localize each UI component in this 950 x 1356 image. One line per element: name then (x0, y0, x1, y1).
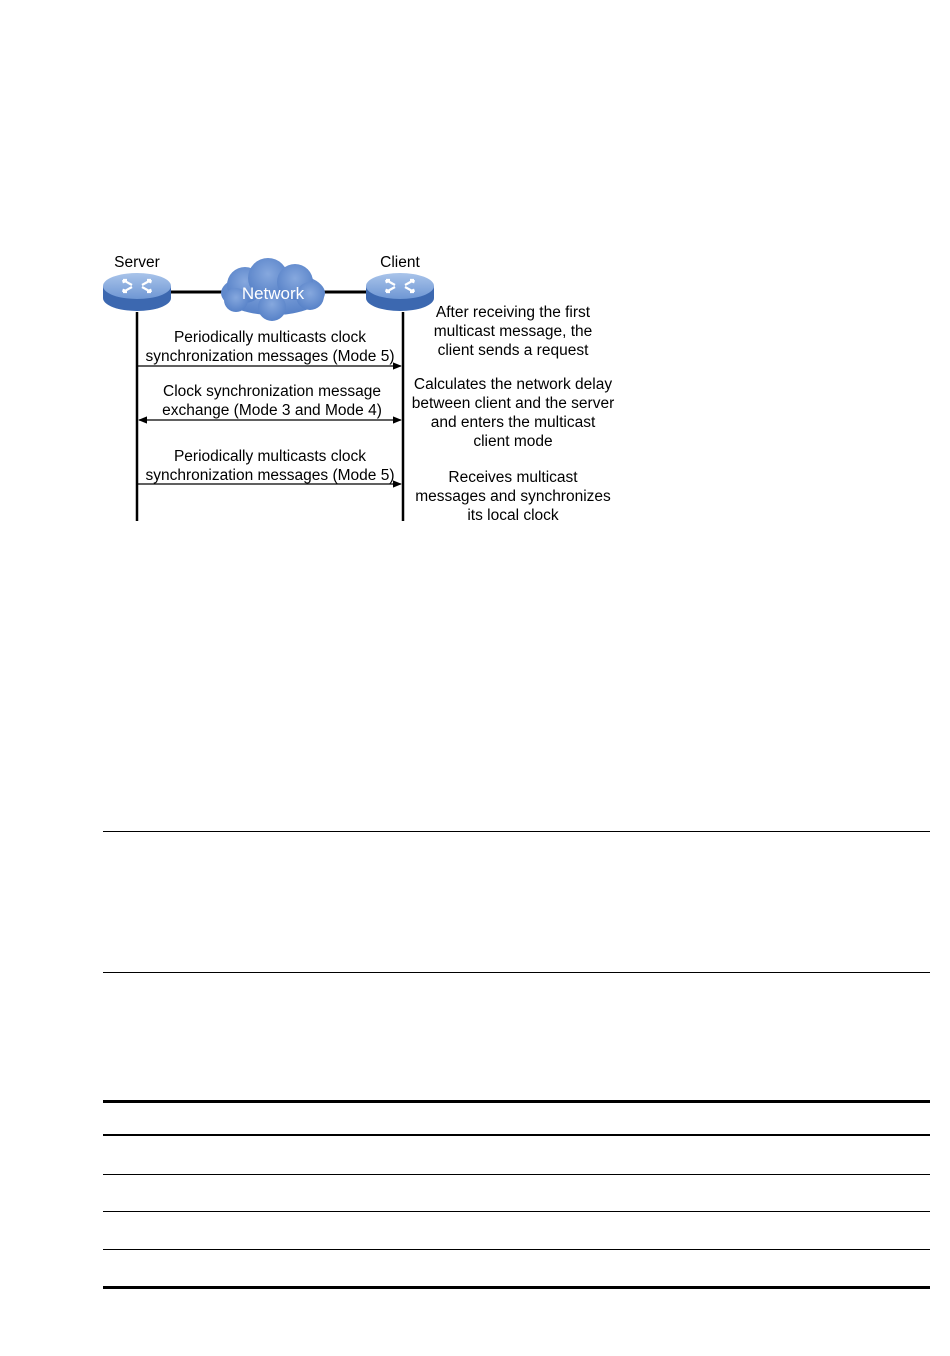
message-2-line-2: exchange (Mode 3 and Mode 4) (162, 402, 382, 419)
message-1-line-2: synchronization messages (Mode 5) (145, 348, 395, 365)
note-box-bottom-rule (103, 972, 930, 973)
client-note-2-line-2: between client and the server (411, 395, 615, 412)
message-1-line-1: Periodically multicasts clock (173, 329, 367, 346)
ntp-multicast-diagram (0, 0, 950, 560)
table-header-rule (103, 1134, 930, 1136)
client-router-icon (366, 273, 434, 311)
server-router-icon (103, 273, 171, 311)
client-note-1-line-2: multicast message, the (433, 323, 593, 340)
client-note-3-line-3: its local clock (467, 507, 559, 524)
message-3-line-1: Periodically multicasts clock (173, 448, 367, 465)
client-note-3-line-2: messages and synchronizes (415, 488, 611, 505)
client-note-1-line-1: After receiving the first (435, 304, 591, 321)
table-bottom-rule (103, 1286, 930, 1289)
table-top-rule (103, 1100, 930, 1103)
server-label: Server (114, 254, 160, 271)
client-label: Client (380, 254, 420, 271)
client-note-2-line-1: Calculates the network delay (413, 376, 613, 393)
table-row-rule (103, 1174, 930, 1175)
message-3-line-2: synchronization messages (Mode 5) (145, 467, 395, 484)
client-note-3-line-1: Receives multicast (448, 469, 578, 486)
table-row-rule (103, 1211, 930, 1212)
network-label: Network (241, 284, 305, 303)
client-note-1-line-3: client sends a request (437, 342, 589, 359)
message-2-line-1: Clock synchronization message (163, 383, 381, 400)
client-note-2-line-3: and enters the multicast (430, 414, 596, 431)
note-box-top-rule (103, 831, 930, 832)
table-row-rule (103, 1249, 930, 1250)
client-note-2-line-4: client mode (473, 433, 553, 450)
